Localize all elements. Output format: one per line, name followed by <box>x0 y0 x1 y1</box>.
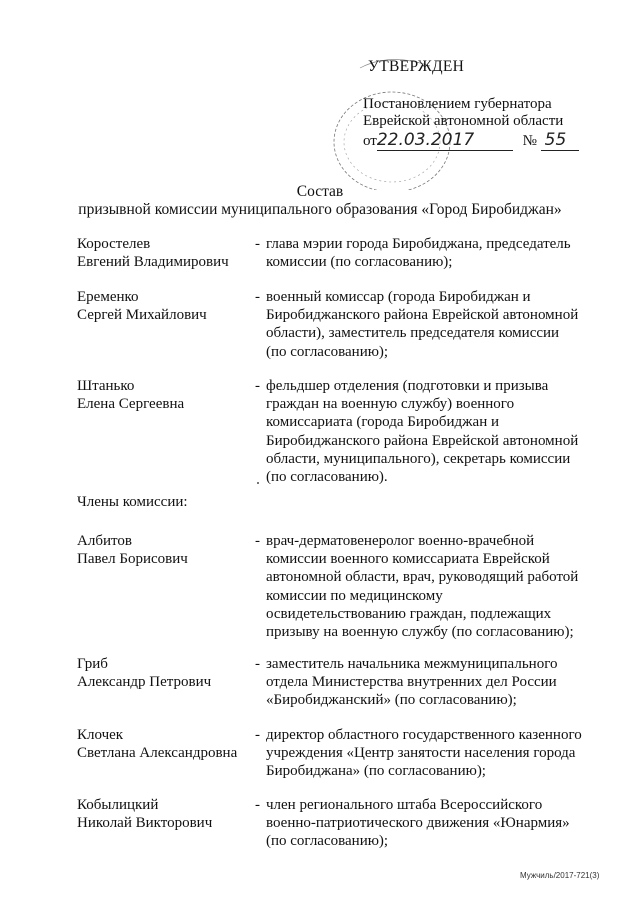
approval-authority-line: Постановлением губернатора <box>363 96 552 112</box>
entry-dash: - <box>255 533 260 549</box>
role-line: комиссариата (города Биробиджан и <box>266 414 499 431</box>
member-role <box>266 796 596 851</box>
role-line: учреждения «Центр занятости населения города <box>266 745 576 762</box>
entry-dash: - <box>255 289 260 305</box>
member-name <box>77 532 247 568</box>
member-given-names: Евгений Владимирович <box>77 254 229 271</box>
approval-date-line <box>363 130 579 151</box>
date-prefix: от <box>363 133 377 149</box>
number-prefix: № <box>522 133 537 149</box>
role-line: комиссии военного комиссариата Еврейской <box>266 551 550 568</box>
member-given-names: Николай Викторович <box>77 815 213 832</box>
role-line: заместитель начальника межмуниципального <box>266 656 558 672</box>
member-name <box>77 796 247 832</box>
date-field <box>377 130 513 151</box>
member-surname: Коростелев <box>77 236 151 252</box>
entry-dash: - <box>255 236 260 252</box>
entry-dash: - <box>255 378 260 394</box>
member-surname: Албитов <box>77 533 132 549</box>
role-line: член регионального штаба Всероссийского <box>266 797 543 813</box>
member-role <box>266 532 596 641</box>
role-line: комиссии по медицинскому <box>266 587 443 604</box>
role-line: военно-патриотического движения «Юнармия» <box>266 815 570 832</box>
entry-dash: - <box>255 797 260 813</box>
document-subtitle: призывной комиссии муниципального образования «Город Биробиджан» <box>78 201 562 218</box>
member-role <box>266 235 596 271</box>
approved-label: УТВЕРЖДЕН <box>368 58 465 75</box>
role-line: отдела Министерства внутренних дел России <box>266 674 557 691</box>
number-value: 55 <box>544 130 567 150</box>
member-name <box>77 726 247 762</box>
member-role <box>266 655 596 710</box>
role-line: области, муниципального), секретарь комиссии <box>266 450 571 467</box>
role-line: «Биробиджанский» (по согласованию); <box>266 692 517 709</box>
role-line: фельдшер отделения (подготовки и призыва <box>266 378 549 394</box>
role-line: Биробиджанского района Еврейской автономной <box>266 307 579 324</box>
member-name <box>77 655 247 691</box>
role-line: области), заместитель председателя комиссии <box>266 325 560 342</box>
entry-dash: - <box>255 656 260 672</box>
document-title: Состав <box>296 183 344 200</box>
approval-region-line: Еврейской автономной области <box>363 113 564 129</box>
role-line: глава мэрии города Биробиджана, председатель <box>266 236 571 252</box>
member-given-names: Сергей Михайлович <box>77 307 207 324</box>
entry-dash: - <box>255 727 260 743</box>
member-given-names: Светлана Александровна <box>77 745 238 762</box>
member-surname: Кобылицкий <box>77 797 159 813</box>
role-line: (по согласованию); <box>266 343 389 360</box>
date-value: 22.03.2017 <box>376 130 475 150</box>
member-surname: Гриб <box>77 656 108 672</box>
role-line: директор областного государственного казенного <box>266 727 582 743</box>
member-given-names: Александр Петрович <box>77 674 212 691</box>
scan-speck <box>257 482 259 484</box>
role-line: (по согласованию); <box>266 833 389 850</box>
member-role <box>266 288 596 361</box>
member-role <box>266 726 596 781</box>
member-given-names: Павел Борисович <box>77 551 188 568</box>
member-name <box>77 288 247 324</box>
members-heading: Члены комиссии: <box>77 494 188 510</box>
member-surname: Еременко <box>77 289 139 305</box>
role-line: военный комиссар (города Биробиджан и <box>266 289 531 305</box>
number-field <box>541 130 579 151</box>
member-given-names: Елена Сергеевна <box>77 396 185 413</box>
role-line: призыву на военную службу (по согласованию); <box>266 624 574 641</box>
role-line: комиссии (по согласованию); <box>266 254 453 271</box>
approval-stamp <box>330 50 580 190</box>
role-line: Биробиджанского района Еврейской автономной <box>266 432 579 449</box>
role-line: врач-дерматовенеролог военно-врачебной <box>266 533 535 549</box>
role-line: (по согласованию). <box>266 469 388 486</box>
role-line: освидетельствованию граждан, подлежащих <box>266 605 552 622</box>
role-line: граждан на военную службу) военного <box>266 396 515 413</box>
document-code: Мужчиль/2017-721(3) <box>520 871 600 880</box>
role-line: автономной области, врач, руководящий работой <box>266 569 579 586</box>
member-surname: Штанько <box>77 378 135 394</box>
member-surname: Клочек <box>77 727 124 743</box>
member-name <box>77 377 247 413</box>
member-role <box>266 377 596 486</box>
member-name <box>77 235 247 271</box>
role-line: Биробиджана» (по согласованию); <box>266 763 486 780</box>
